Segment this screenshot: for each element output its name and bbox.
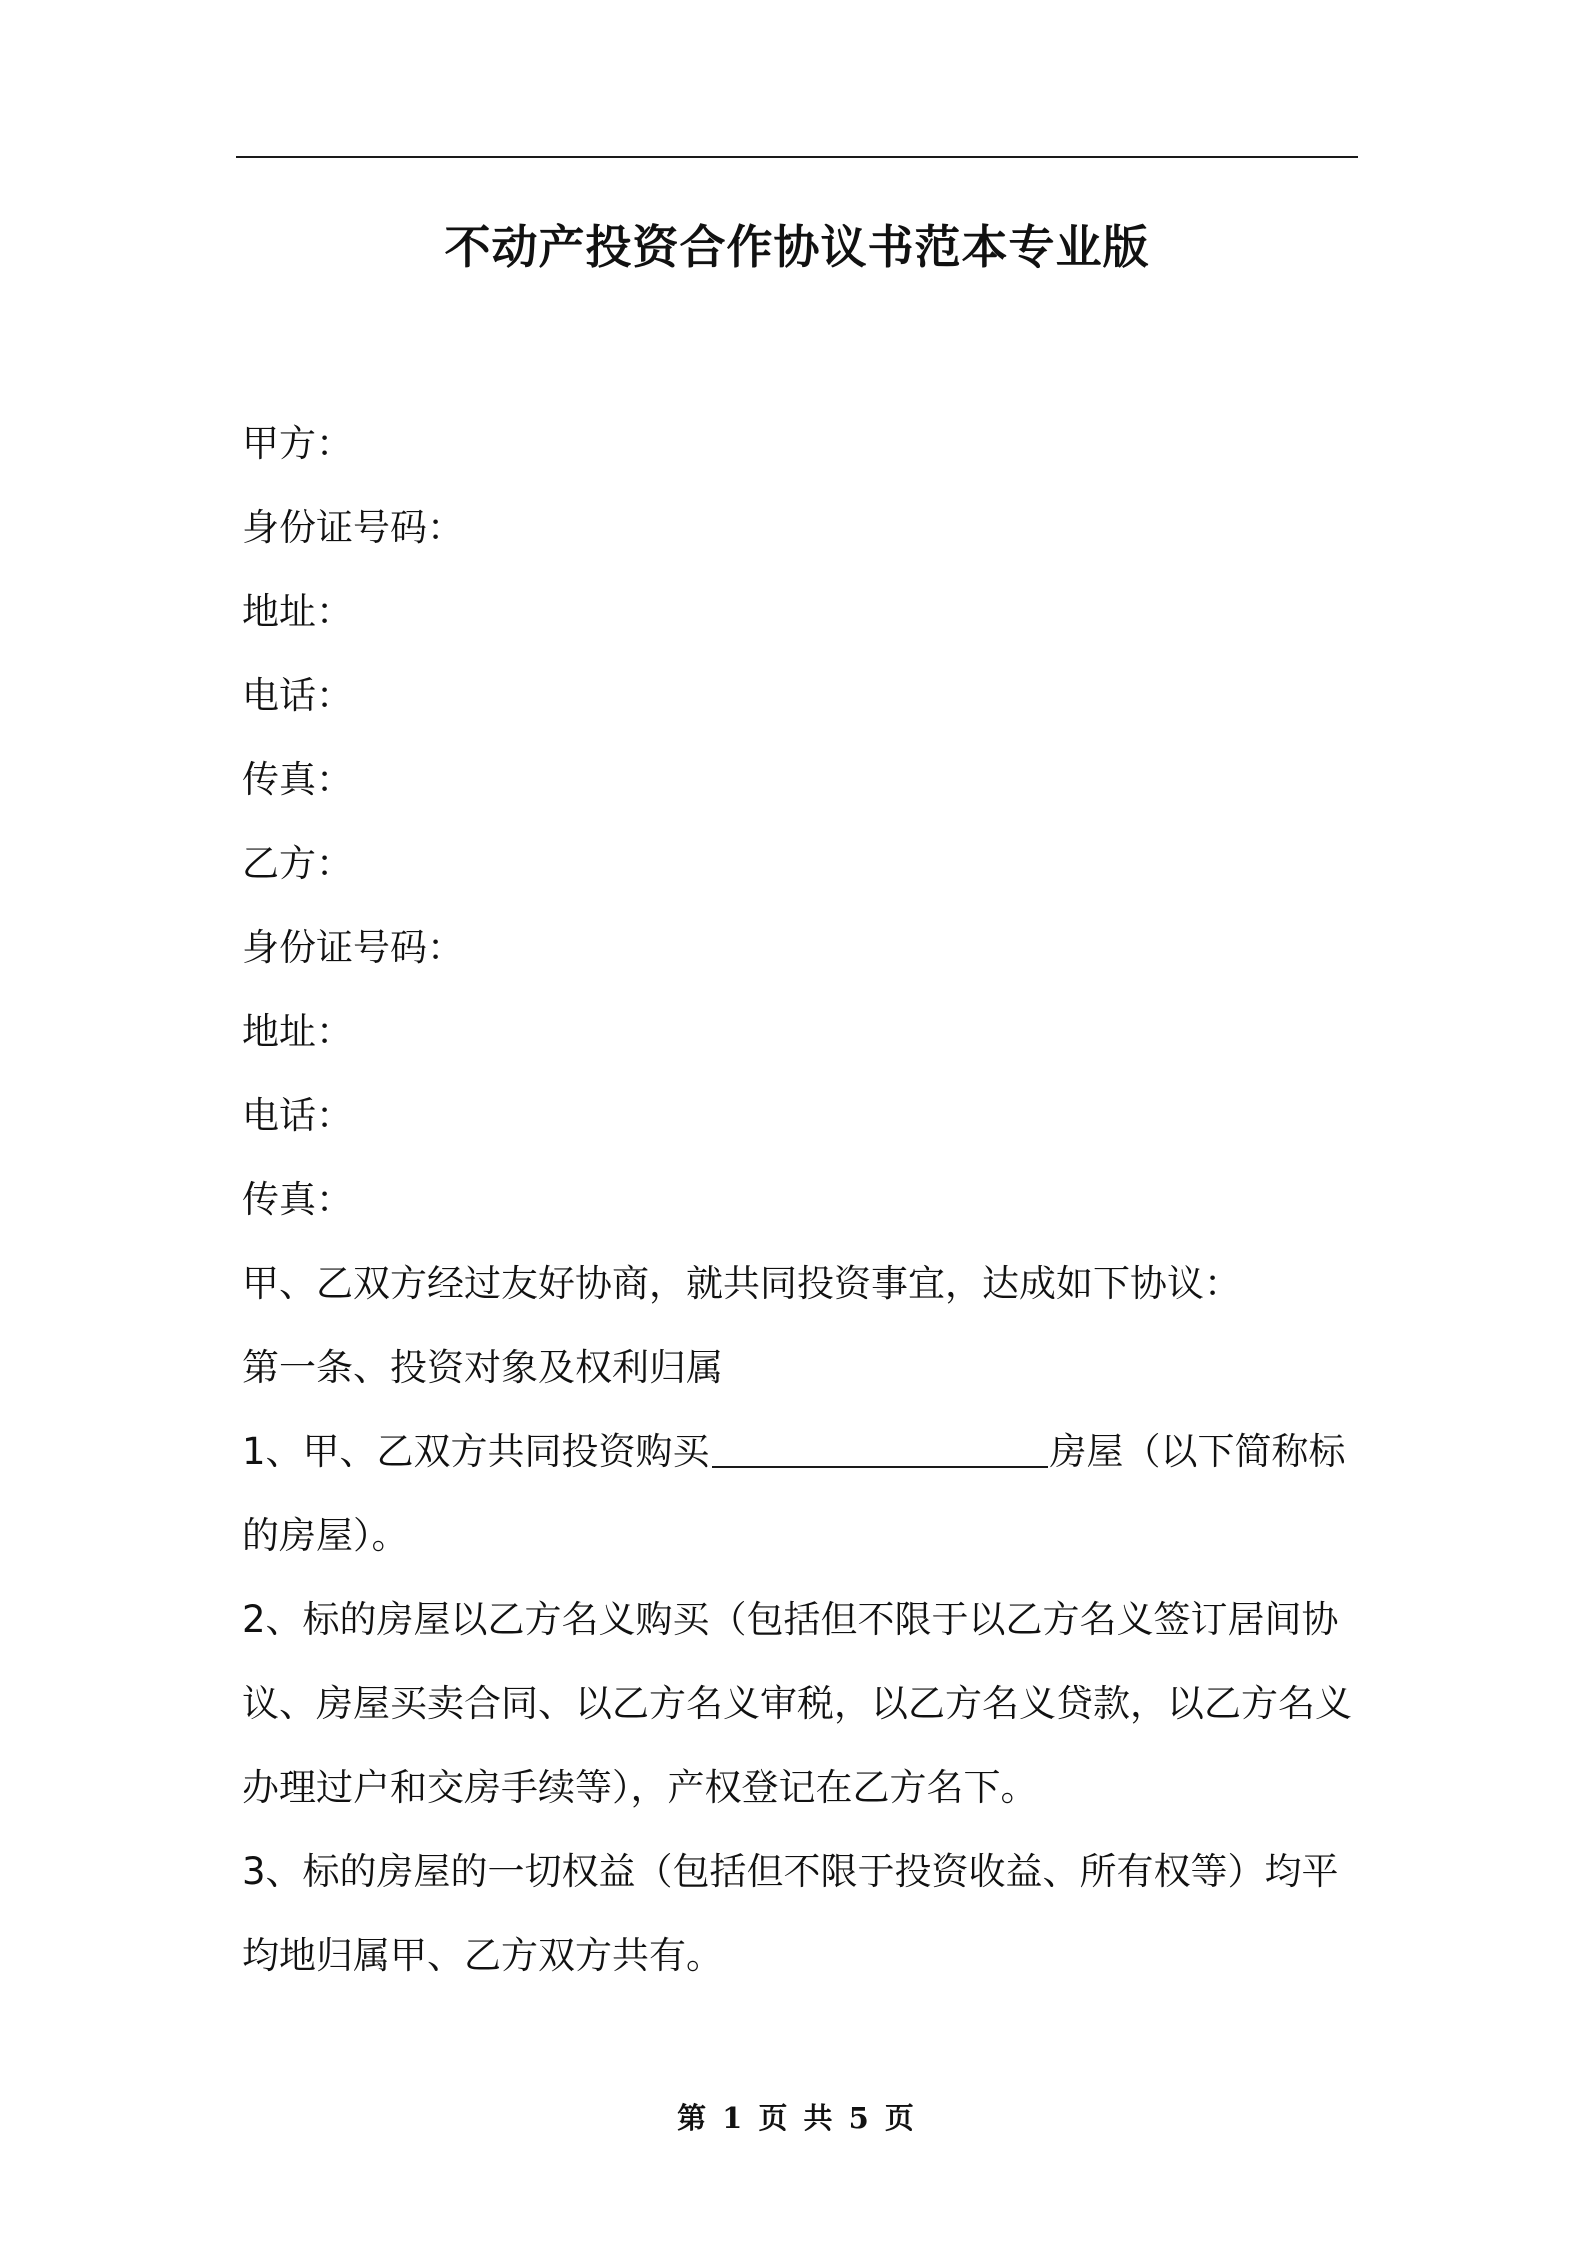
- clause-2-line-2: 议、房屋买卖合同、以乙方名义审税，以乙方名义贷款，以乙方名义: [242, 1682, 1352, 1725]
- party-b-address-label: 地址：: [242, 1010, 353, 1053]
- party-a-label: 甲方：: [242, 422, 353, 465]
- property-blank-line: [712, 1430, 1048, 1468]
- party-b-label: 乙方：: [242, 842, 353, 885]
- document-body: [242, 402, 1358, 1998]
- page-number-footer: 第 1 页 共 5 页: [677, 2101, 917, 2135]
- clause-3-paragraph: [242, 1830, 1358, 1998]
- party-a-id-label: 身份证号码：: [242, 506, 464, 549]
- clause-1-text-before-blank: 1、甲、乙双方共同投资购买: [242, 1430, 710, 1473]
- party-b-phone-label: 电话：: [242, 1094, 353, 1137]
- party-b-fax-label: 传真：: [242, 1178, 353, 1221]
- clause-2-paragraph: [242, 1578, 1358, 1830]
- document-title: 不动产投资合作协议书范本专业版: [444, 220, 1150, 274]
- clause-1-line-2: 的房屋）。: [242, 1514, 409, 1557]
- clause-3-line-1: 3、标的房屋的一切权益（包括但不限于投资收益、所有权等）均平: [242, 1850, 1339, 1893]
- party-a-phone-label: 电话：: [242, 674, 353, 717]
- clause-2-line-1: 2、标的房屋以乙方名义购买（包括但不限于以乙方名义签订居间协: [242, 1598, 1339, 1641]
- clause-2-line-3: 办理过户和交房手续等），产权登记在乙方名下。: [242, 1766, 1038, 1809]
- party-a-fax-label: 传真：: [242, 758, 353, 801]
- header-rule: [236, 156, 1358, 158]
- party-a-address-label: 地址：: [242, 590, 353, 633]
- article-1-heading: 第一条、投资对象及权利归属: [242, 1346, 723, 1389]
- clause-1-paragraph: [242, 1410, 1358, 1578]
- party-b-id-label: 身份证号码：: [242, 926, 464, 969]
- preamble-paragraph: 甲、乙双方经过友好协商，就共同投资事宜，达成如下协议：: [242, 1262, 1241, 1305]
- clause-1-line-1: [242, 1410, 1358, 1494]
- clause-3-line-2: 均地归属甲、乙方双方共有。: [242, 1934, 723, 1977]
- clause-1-text-after-blank: 房屋（以下简称标: [1049, 1430, 1346, 1473]
